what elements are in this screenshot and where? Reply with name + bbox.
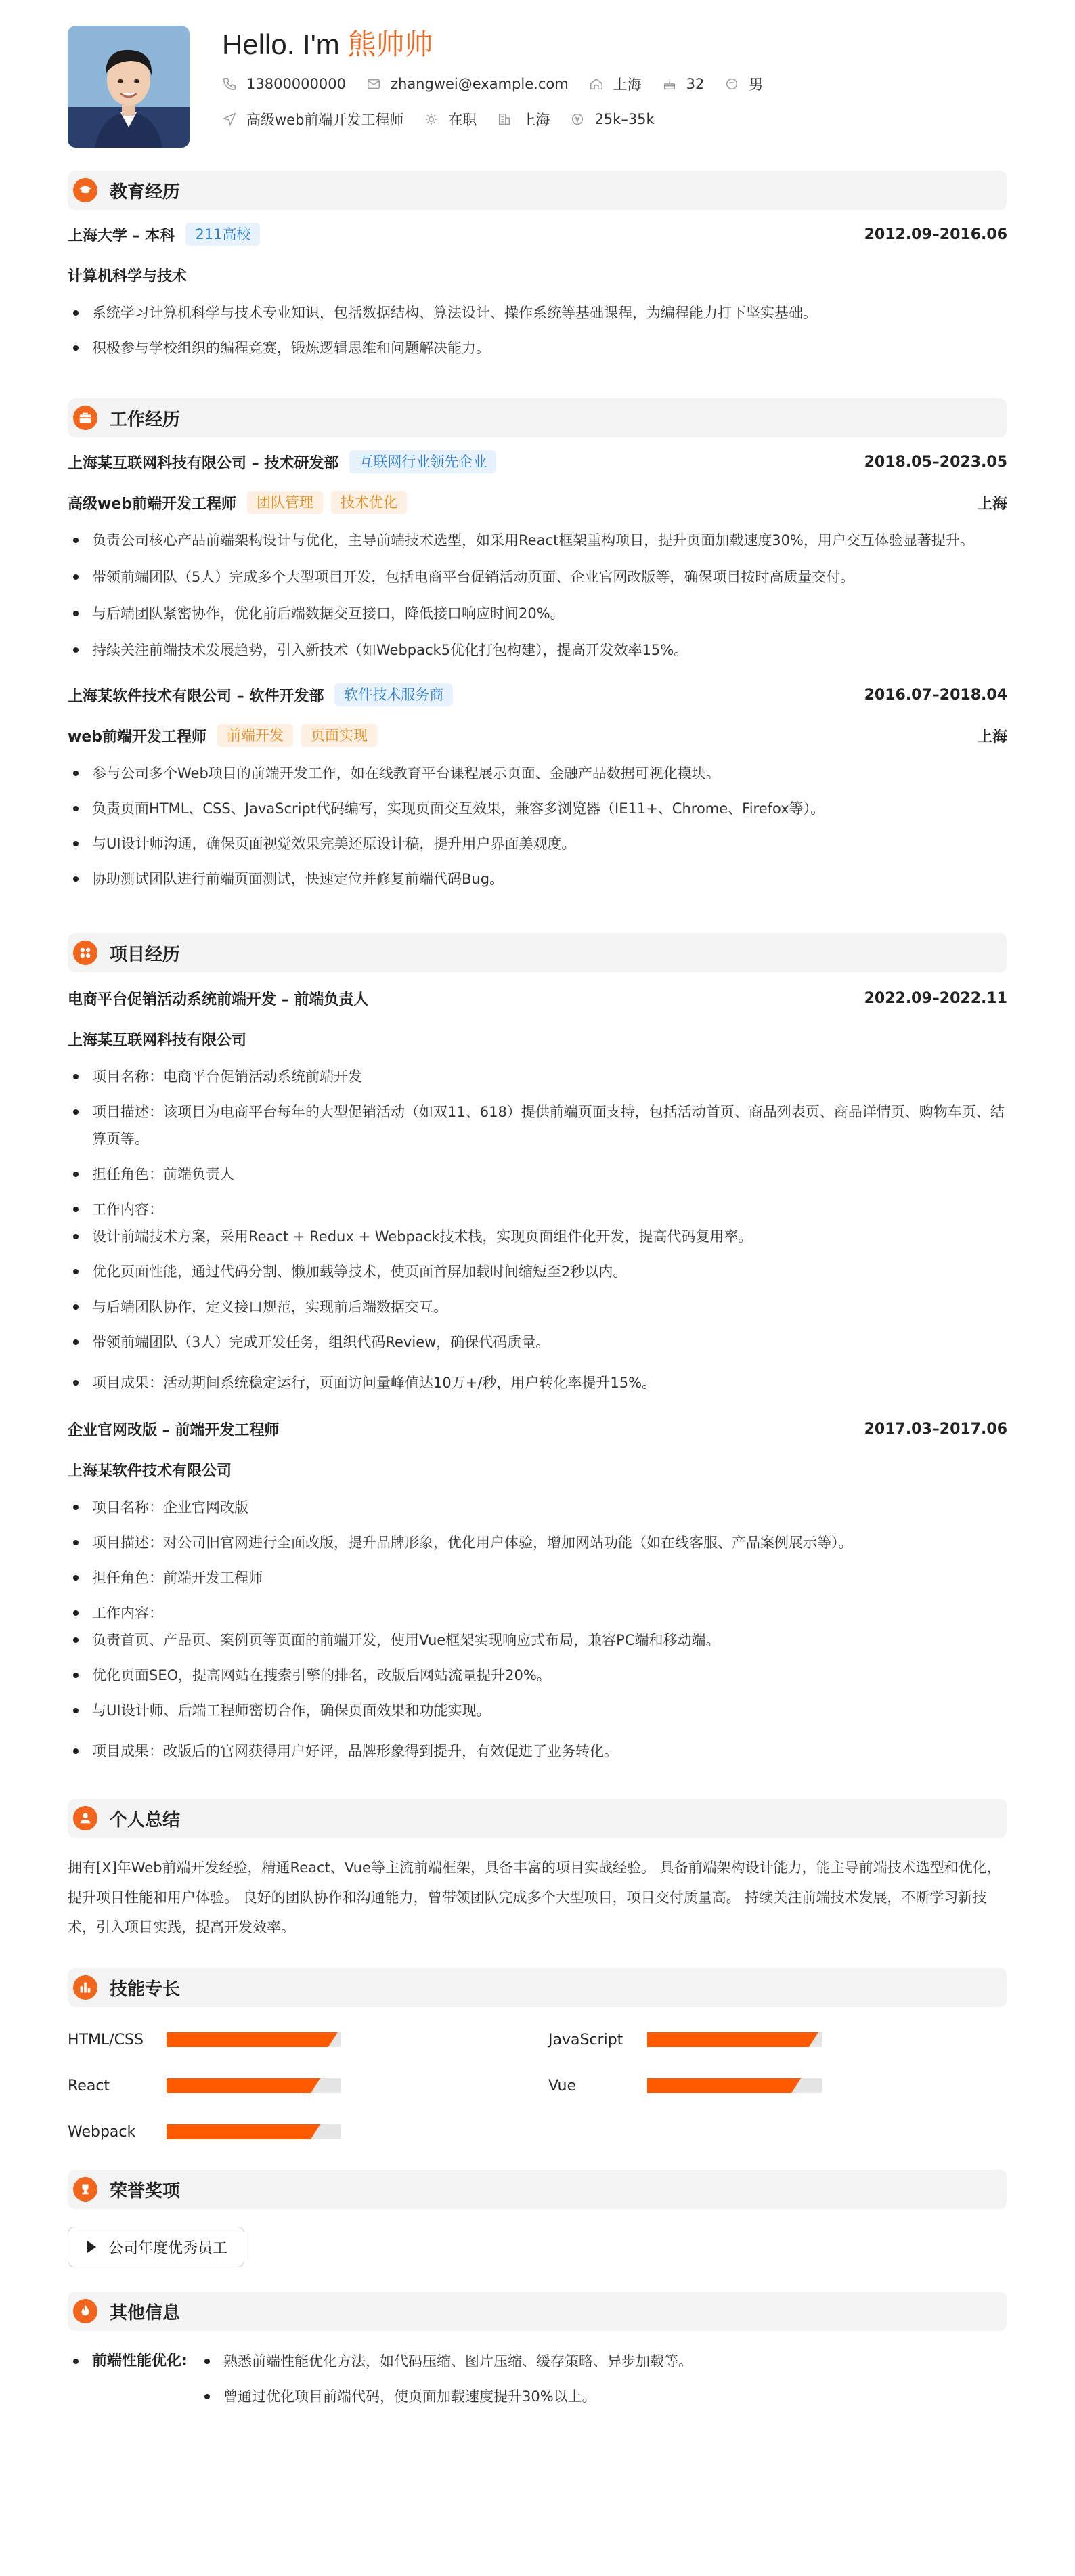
project-result: 项目成果：活动期间系统稳定运行，页面访问量峰值达10万+/秒，用户转化率提升15%。 [68, 1369, 1007, 1396]
other-info [68, 2346, 1007, 2412]
education-head-row [68, 221, 1007, 248]
work-head-row [68, 681, 1007, 708]
salary-icon [570, 112, 585, 127]
section-title-skills: 技能专长 [110, 1979, 181, 2000]
list-item: 工作内容： [68, 1196, 1007, 1223]
project-result: 项目成果：改版后的官网获得用户好评，品牌形象得到提升，有效促进了业务转化。 [68, 1738, 1007, 1765]
project-head-row [68, 985, 1007, 1012]
other-label: 前端性能优化: [68, 2346, 199, 2412]
awards-list [68, 2227, 1007, 2267]
list-item: 协助测试团队进行前端页面测试，快速定位并修复前端代码Bug。 [68, 865, 1007, 893]
status-meta [424, 109, 477, 129]
candidate-name: 熊帅帅 [347, 28, 433, 60]
project-entry-1 [68, 985, 1007, 1396]
education-date: 2012.09–2016.06 [864, 226, 1007, 243]
company-tag: 软件技术服务商 [334, 683, 453, 706]
award-text: 公司年度优秀员工 [108, 2239, 228, 2257]
list-item: 优化页面性能，通过代码分割、懒加载等技术，使页面首屏加载时间缩短至2秒以内。 [68, 1258, 1007, 1285]
section-title-education: 教育经历 [110, 181, 181, 202]
education-head-left [68, 223, 260, 246]
list-item: 与UI设计师沟通，确保页面视觉效果完美还原设计稿，提升用户界面美观度。 [68, 830, 1007, 857]
list-item: 项目名称：电商平台促销活动系统前端开发 [68, 1063, 1007, 1090]
email-text: zhangwei@example.com [390, 76, 569, 92]
section-header-education [68, 171, 1007, 210]
project-company: 上海某软件技术有限公司 [68, 1462, 232, 1480]
job-title-left [68, 724, 377, 747]
resume-header [68, 26, 1007, 154]
list-item: 与后端团队协作，定义接口规范，实现前后端数据交互。 [68, 1293, 1007, 1321]
work-entry-1 [68, 448, 1007, 664]
job-intent-row [222, 106, 783, 133]
project-items [68, 1494, 1007, 1765]
skill-name: HTML/CSS [68, 2031, 144, 2048]
education-bullets [68, 299, 1007, 362]
project-company: 上海某互联网科技有限公司 [68, 1031, 247, 1049]
skill-name: React [68, 2077, 110, 2095]
list-item: 负责页面HTML、CSS、JavaScript代码编写，实现页面交互效果，兼容多浏览器（IE11+、Chrome、Firefox等）。 [68, 795, 1007, 822]
list-item: 负责公司核心产品前端架构设计与优化，主导前端技术选型，如采用React框架重构项目，提升页面加载速度30%，用户交互体验显著提升。 [68, 527, 1007, 554]
section-title-other: 其他信息 [110, 2302, 181, 2323]
section-header-awards [68, 2170, 1007, 2209]
work-head-row [68, 448, 1007, 475]
gender-text: 男 [749, 77, 764, 93]
skill-bar [167, 2124, 341, 2139]
cake-icon [662, 77, 677, 91]
list-item: 项目名称：企业官网改版 [68, 1494, 1007, 1521]
email-meta [366, 76, 569, 92]
section-title-summary: 个人总结 [110, 1809, 181, 1830]
skill-bar [647, 2032, 822, 2047]
work-location: 上海 [977, 495, 1007, 513]
gender-meta [724, 74, 763, 94]
grid-icon [73, 941, 97, 965]
project-head-row [68, 1415, 1007, 1442]
list-item: 设计前端技术方案，采用React + Redux + Webpack技术栈，实现页面组件化开发，提高代码复用率。 [68, 1223, 1007, 1250]
age-text: 32 [686, 76, 705, 92]
section-header-other [68, 2292, 1007, 2331]
work-head-left [68, 450, 496, 473]
age-meta [662, 76, 705, 92]
company-name: 上海某互联网科技有限公司 – 技术研发部 [68, 454, 339, 472]
list-item: 负责首页、产品页、案例页等页面的前端开发，使用Vue框架实现响应式布局，兼容PC端和移动端。 [68, 1627, 1007, 1654]
skill-item [68, 2026, 548, 2053]
home-icon [589, 77, 604, 91]
gender-icon [724, 77, 739, 91]
skill-bar-fill [647, 2078, 801, 2093]
project-entry-2 [68, 1415, 1007, 1765]
phone-meta [222, 76, 346, 92]
major-name: 计算机科学与技术 [68, 267, 188, 285]
work-location: 上海 [977, 728, 1007, 746]
skill-item [548, 2072, 927, 2099]
graduation-cap-icon [73, 178, 97, 202]
gear-icon [424, 112, 439, 127]
skills-grid [68, 2026, 1007, 2145]
skill-tag: 前端开发 [217, 724, 293, 747]
skill-name: JavaScript [548, 2031, 623, 2048]
skill-bar [167, 2032, 341, 2047]
project-company-row [68, 1456, 1007, 1483]
work-head-left [68, 683, 453, 706]
section-header-summary [68, 1799, 1007, 1838]
mail-icon [366, 77, 381, 91]
salary-meta [570, 111, 654, 127]
skill-bar-fill [167, 2124, 320, 2139]
education-entry [68, 221, 1007, 362]
school-name: 上海大学 – 本科 [68, 227, 175, 244]
work-entry-2 [68, 681, 1007, 893]
list-item: 系统学习计算机科学与技术专业知识，包括数据结构、算法设计、操作系统等基础课程，为编程能力打下坚实基础。 [68, 299, 1007, 326]
phone-icon [222, 77, 237, 91]
list-item: 积极参与学校组织的编程竞赛，锻炼逻辑思维和问题解决能力。 [68, 335, 1007, 362]
caret-right-icon [87, 2241, 96, 2253]
building-icon [497, 112, 512, 127]
list-item: 带领前端团队（5人）完成多个大型项目开发，包括电商平台促销活动页面、企业官网改版等，确保项目按时高质量交付。 [68, 563, 1007, 591]
list-item: 担任角色：前端负责人 [68, 1161, 1007, 1188]
section-header-projects [68, 933, 1007, 972]
chart-icon [73, 1975, 97, 2000]
skill-bar-fill [647, 2032, 818, 2047]
project-title: 企业官网改版 – 前端开发工程师 [68, 1421, 280, 1439]
list-item: 与后端团队紧密协作，优化前后端数据交互接口，降低接口响应时间20%。 [68, 600, 1007, 627]
job-title: 高级web前端开发工程师 [68, 495, 236, 513]
skill-item [68, 2118, 548, 2145]
skill-bar-fill [167, 2032, 338, 2047]
section-title-projects: 项目经历 [110, 944, 181, 965]
list-item: 担任角色：前端开发工程师 [68, 1564, 1007, 1591]
list-item: 参与公司多个Web项目的前端开发工作，如在线教育平台课程展示页面、金融产品数据可视化模块。 [68, 760, 1007, 787]
work-date: 2018.05–2023.05 [864, 453, 1007, 471]
position-text: 高级web前端开发工程师 [246, 112, 404, 128]
project-date: 2017.03–2017.06 [864, 1420, 1007, 1438]
major-row [68, 261, 1007, 288]
flame-icon [73, 2299, 97, 2323]
project-company-row [68, 1025, 1007, 1052]
work-date: 2016.07–2018.04 [864, 686, 1007, 704]
list-item: 带领前端团队（3人）完成开发任务，组织代码Review，确保代码质量。 [68, 1329, 1007, 1356]
skill-item [68, 2072, 548, 2099]
job-title-row [68, 722, 1007, 749]
skill-bar [647, 2078, 822, 2093]
work-bullets [68, 527, 1007, 664]
section-title-awards: 荣誉奖项 [110, 2181, 181, 2202]
list-item: 持续关注前端技术发展趋势，引入新技术（如Webpack5优化打包构建），提高开发效率15%。 [68, 637, 1007, 664]
project-title: 电商平台促销活动系统前端开发 – 前端负责人 [68, 991, 369, 1008]
work-city-text: 上海 [521, 112, 550, 128]
section-header-work [68, 398, 1007, 437]
project-date: 2022.09–2022.11 [864, 989, 1007, 1007]
job-title-left [68, 491, 407, 514]
school-tag: 211高校 [185, 223, 260, 246]
work-bullets [68, 760, 1007, 893]
skill-tag: 页面实现 [301, 724, 377, 747]
list-item: 工作内容： [68, 1600, 1007, 1627]
section-header-skills [68, 1968, 1007, 2007]
greeting-text: Hello. I'm [222, 28, 348, 60]
list-item: 曾通过优化项目前端代码，使页面加载速度提升30%以上。 [199, 2381, 693, 2412]
project-items [68, 1063, 1007, 1396]
phone-text: 13800000000 [246, 76, 346, 92]
header-info [222, 26, 783, 154]
other-items [199, 2346, 693, 2412]
city-meta [589, 74, 642, 94]
skill-bar [167, 2078, 341, 2093]
skill-tag: 团队管理 [247, 491, 323, 514]
user-icon [73, 1806, 97, 1830]
list-item: 熟悉前端性能优化方法，如代码压缩、图片压缩、缓存策略、异步加载等。 [199, 2346, 693, 2377]
list-item: 与UI设计师、后端工程师密切合作，确保页面效果和功能实现。 [68, 1697, 1007, 1724]
skill-name: Webpack [68, 2123, 136, 2141]
section-title-work: 工作经历 [110, 409, 181, 430]
job-title-row [68, 489, 1007, 516]
briefcase-icon [73, 406, 97, 430]
skill-tag: 技术优化 [331, 491, 407, 514]
salary-text: 25k–35k [594, 111, 655, 127]
skill-name: Vue [548, 2077, 577, 2095]
greeting-title [222, 26, 783, 64]
send-icon [222, 112, 237, 127]
status-text: 在职 [448, 112, 477, 128]
avatar [68, 26, 190, 148]
list-item: 项目描述：该项目为电商平台每年的大型促销活动（如双11、618）提供前端页面支持，包括活动首页、商品列表页、商品详情页、购物车页、结算页等。 [68, 1098, 1007, 1153]
city-text: 上海 [613, 77, 642, 93]
company-name: 上海某软件技术有限公司 – 软件开发部 [68, 687, 324, 705]
skill-item [548, 2026, 927, 2053]
position-meta [222, 109, 403, 129]
job-title: web前端开发工程师 [68, 728, 206, 746]
list-item: 项目描述：对公司旧官网进行全面改版，提升品牌形象，优化用户体验，增加网站功能（如在线客服、产品案例展示等）。 [68, 1529, 1007, 1556]
contact-row [222, 70, 783, 98]
work-city-meta [497, 109, 550, 129]
company-tag: 互联网行业领先企业 [349, 450, 496, 473]
list-item: 优化页面SEO，提高网站在搜索引擎的排名，改版后网站流量提升20%。 [68, 1662, 1007, 1689]
award-item[interactable] [68, 2227, 244, 2267]
skill-bar-fill [167, 2078, 320, 2093]
trophy-icon [73, 2177, 97, 2202]
summary-text: 拥有[X]年Web前端开发经验，精通React、Vue等主流前端框架，具备丰富的项目实战经验。 具备前端架构设计能力，能主导前端技术选型和优化，提升项目性能和用户体验。 良好的团队协作和沟通能力，曾带领团队完成多个大型项目，项目交付质量高。 持续关注前端技术发展，不断学习新技术，引入项目实践，提高开发效率。 [68, 1860, 1001, 1935]
